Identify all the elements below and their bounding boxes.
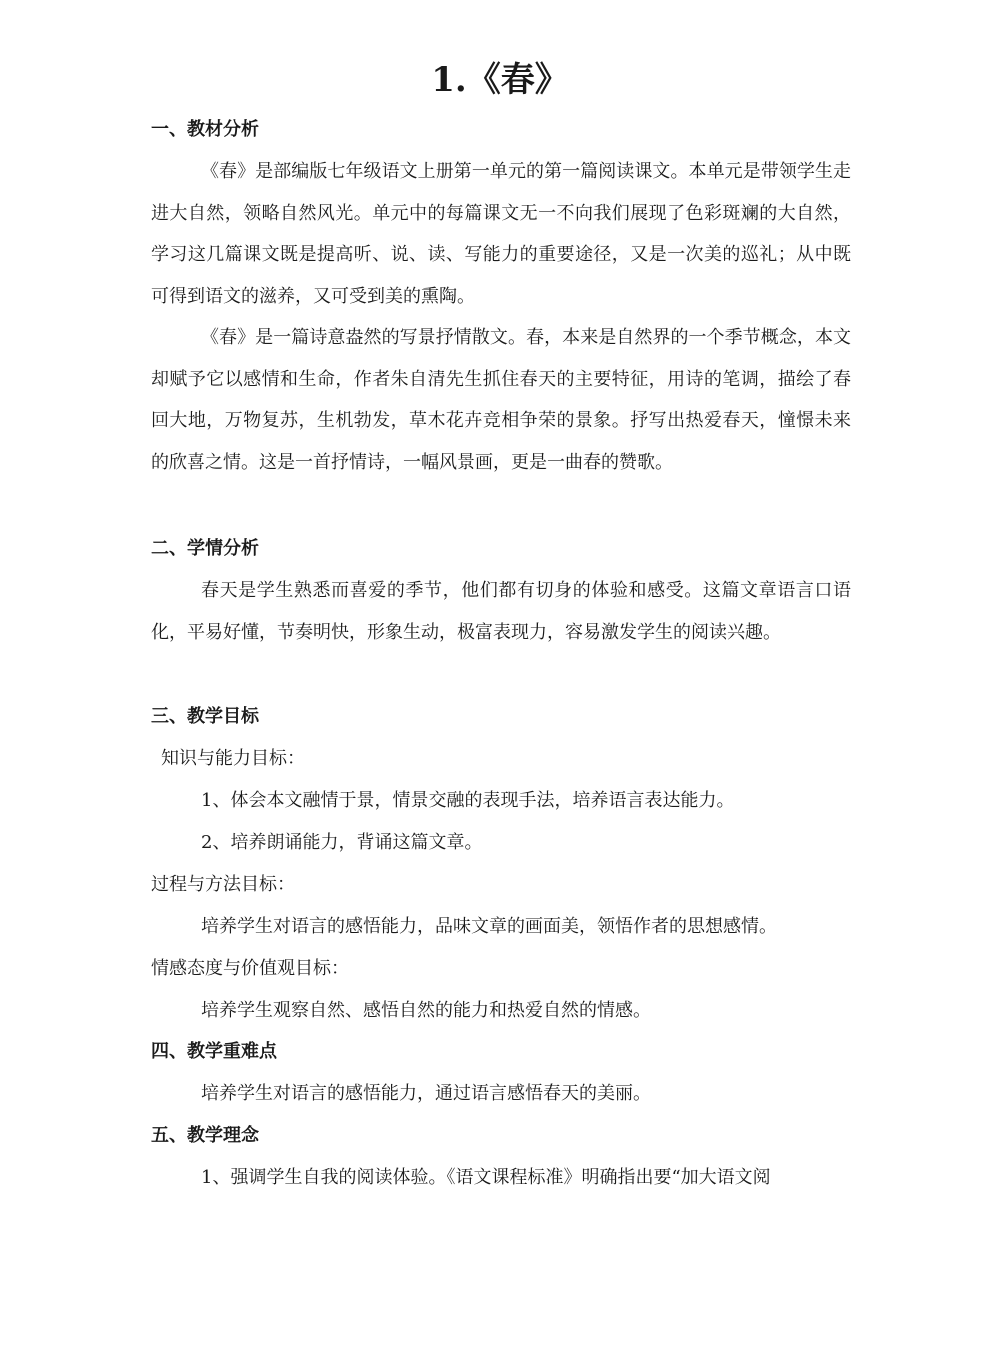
- subheading-knowledge-goals: 知识与能力目标：: [161, 748, 305, 769]
- process-goal-text: 培养学生对语言的感悟能力，品味文章的画面美，领悟作者的思想感情。: [201, 916, 777, 937]
- goal-item-1: 1、体会本文融情于景，情景交融的表现手法，培养语言表达能力。: [201, 790, 735, 811]
- teaching-philosophy-text: 1、强调学生自我的阅读体验。《语文课程标准》明确指出要“加大语文阅: [201, 1167, 771, 1188]
- section-heading-textbook-analysis: 一、教材分析: [151, 119, 259, 140]
- section-heading-learner-analysis: 二、学情分析: [151, 538, 259, 559]
- goal-item-2: 2、培养朗诵能力，背诵这篇文章。: [201, 832, 483, 853]
- paragraph-textbook-analysis-2: 《春》是一篇诗意盎然的写景抒情散文。春，本来是自然界的一个季节概念，本文却赋予它以感情和生命，作者朱自清先生抓住春天的主要特征，用诗的笔调，描绘了春回大地，万物复苏，生机勃发，草木花卉竞相争荣的景象。抒写出热爱春天，憧憬未来的欣喜之情。这是一首抒情诗，一幅风景画，更是一曲春的赞歌。: [151, 327, 851, 473]
- key-difficulties-text: 培养学生对语言的感悟能力，通过语言感悟春天的美丽。: [201, 1083, 651, 1104]
- subheading-process-goals: 过程与方法目标：: [151, 874, 295, 895]
- paragraph-learner-analysis: 春天是学生熟悉而喜爱的季节，他们都有切身的体验和感受。这篇文章语言口语化，平易好懂，节奏明快，形象生动，极富表现力，容易激发学生的阅读兴趣。: [151, 580, 851, 643]
- section-heading-key-difficulties: 四、教学重难点: [151, 1041, 277, 1062]
- section-heading-teaching-goals: 三、教学目标: [151, 706, 259, 727]
- page-title: 1.《春》: [431, 60, 569, 100]
- section-heading-teaching-philosophy: 五、教学理念: [151, 1125, 259, 1146]
- subheading-emotion-goals: 情感态度与价值观目标：: [151, 958, 349, 979]
- paragraph-textbook-analysis-1: 《春》是部编版七年级语文上册第一单元的第一篇阅读课文。本单元是带领学生走进大自然，领略自然风光。单元中的每篇课文无一不向我们展现了色彩斑斓的大自然，学习这几篇课文既是提高听、说、读、写能力的重要途径，又是一次美的巡礼；从中既可得到语文的滋养，又可受到美的熏陶。: [151, 161, 851, 307]
- emotion-goal-text: 培养学生观察自然、感悟自然的能力和热爱自然的情感。: [201, 1000, 651, 1021]
